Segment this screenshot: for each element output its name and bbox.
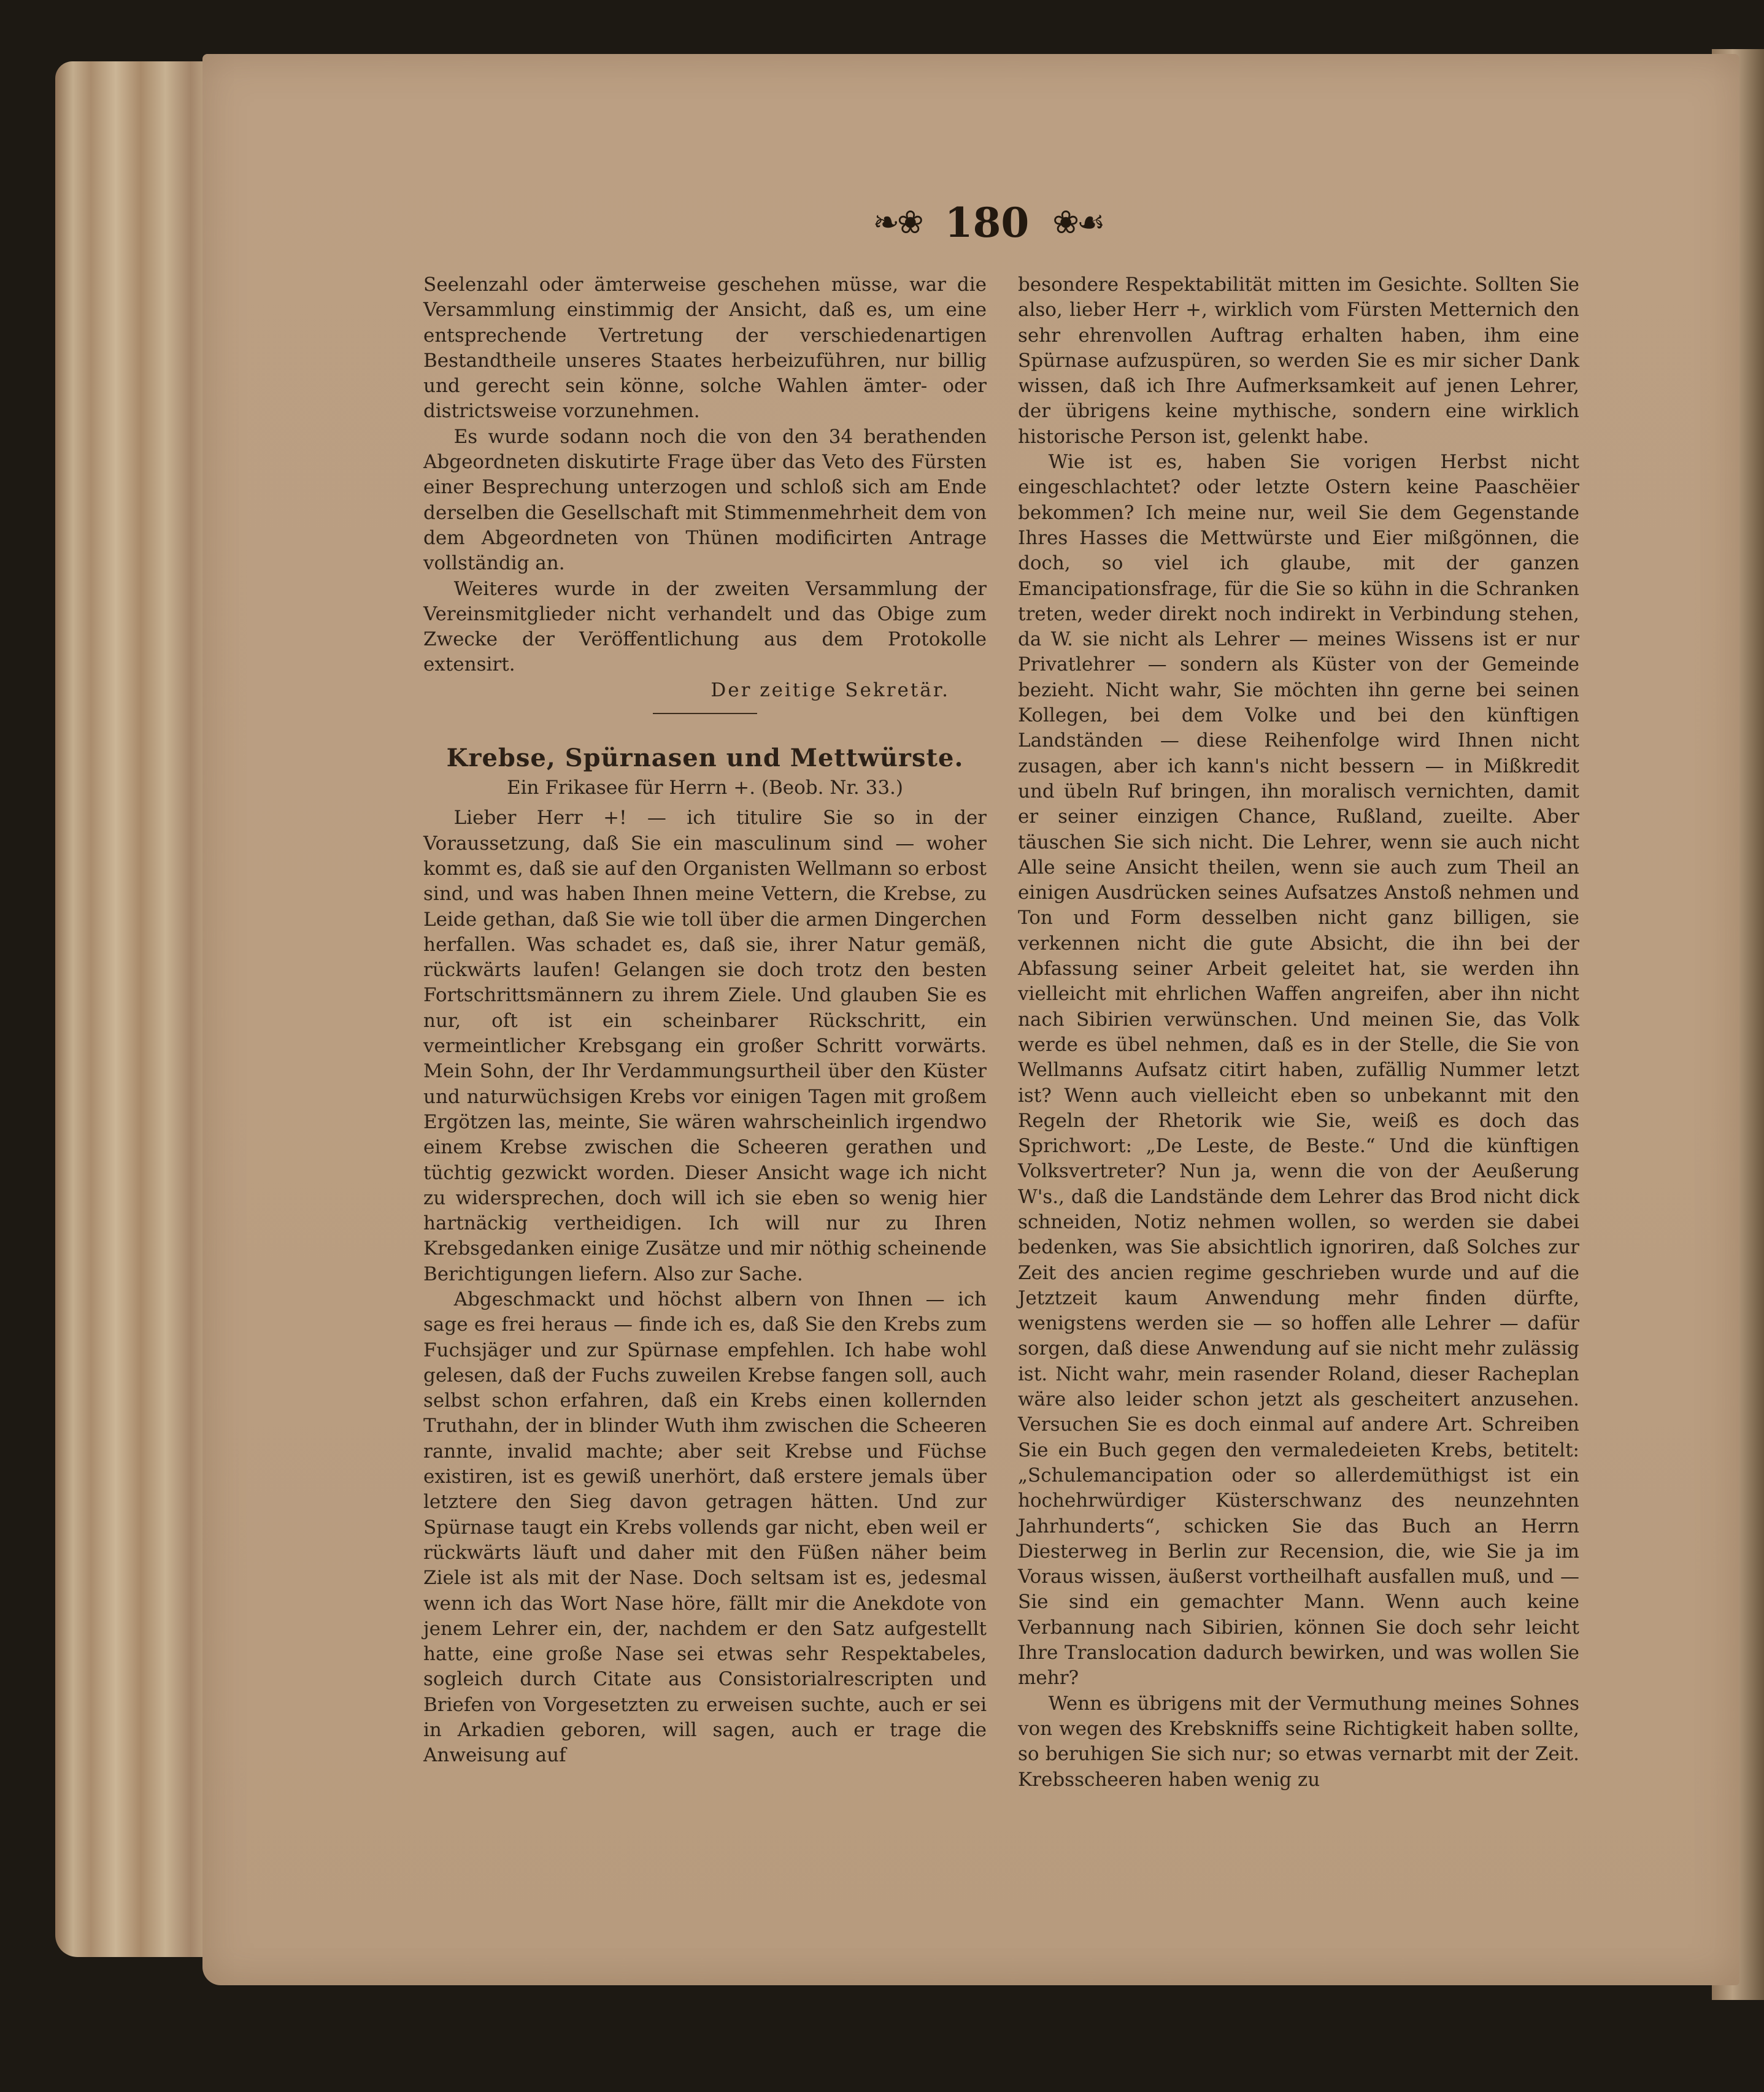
paragraph: Abgeschmackt und höchst albern von Ihnen — ich sage es frei heraus — finde ich es, daß Sie den Krebs zum Fuchsjäger und zur Spürnase empfehlen. Ich habe wohl gelesen, daß der Fuchs zuweilen Krebse fangen soll, auch selbst schon erfahren, daß ein Krebs einen kollernden Truthahn, der in blinder Wuth ihm zwischen die Scheeren rannte, invalid machte; aber seit Krebse und Füchse existiren, ist es gewiß unerhört, daß erstere jemals über letztere den Sieg davon getragen hätten. Und zur Spürnase taugt ein Krebs vollends gar nicht, eben weil er rückwärts läuft und daher mit den Füßen näher beim Ziele ist als mit der Nase. Doch seltsam ist es, jedesmal wenn ich das Wort Nase höre, fällt mir die Anekdote von jenem Lehrer ein, der, nachdem er den Satz aufgestellt hatte, eine große Nase sei etwas sehr Respektabeles, sogleich durch Citate aus Consistorialrescripten und Briefen von Vorgesetzten zu erweisen suchte, auch er sei in Arkadien geboren, will sagen, auch er trage die Anweisung auf: [423, 1288, 987, 1767]
paragraph: Wenn es übrigens mit der Vermuthung meines Sohnes von wegen des Krebskniffs seine Richtigkeit haben sollte, so beruhigen Sie sich nur; so etwas vernarbt mit der Zeit. Krebsscheeren haben wenig zu: [1018, 1692, 1579, 1791]
paragraph: Seelenzahl oder ämterweise geschehen müsse, war die Versammlung einstimmig der Ansicht, daß es, um eine entsprechende Vertretung der verschiedenartigen Bestandtheile unseres Staates herbeizuführen, nur billig und gerecht sein könne, solche Wahlen ämter- oder districtsweise vorzunehmen.: [423, 274, 987, 423]
page-header: [847, 195, 1129, 250]
paragraph: Es wurde sodann noch die von den 34 berathenden Abgeordneten diskutirte Frage über das Veto des Fürsten einer Besprechung unterzogen und schloß sich am Ende derselben die Gesellschaft mit Stimmenmehrheit dem von dem Abgeordneten von Thünen modificirten Antrage vollständig an.: [423, 425, 987, 575]
signature: Der zeitige Sekretär.: [711, 679, 950, 701]
paragraph: Weiteres wurde in der zweiten Versammlung der Vereinsmitglieder nicht verhandelt und das Obige zum Zwecke der Veröffentlichung aus dem Protokolle extensirt.: [423, 577, 987, 676]
right-column: [1018, 272, 1579, 1793]
paragraph: Lieber Herr +! — ich titulire Sie so in der Voraussetzung, daß Sie ein masculinum sind — woher kommt es, daß sie auf den Organisten Wellmann so erbost sind, und was haben Ihnen meine Vettern, die Krebse, zu Leide gethan, daß Sie wie toll über die armen Dingerchen herfallen. Was schadet es, daß sie, ihrer Natur gemäß, rückwärts laufen! Gelangen sie doch trotz den besten Fortschrittsmännern zu ihrem Ziele. Und glauben Sie es nur, oft ist ein scheinbarer Rückschritt, ein vermeintlicher Krebsgang ein großer Schritt vorwärts. Mein Sohn, der Ihr Verdammungsurtheil über den Küster und naturwüchsigen Krebs vor einigen Tagen mit großem Ergötzen las, meinte, Sie wären wahrscheinlich irgendwo einem Krebse zwischen die Scheeren gerathen und tüchtig gezwickt worden. Dieser Ansicht wage ich nicht zu widersprechen, doch will ich sie eben so wenig hier hartnäckig vertheidigen. Ich will nur zu Ihren Krebsgedanken einige Zusätze und mir nöthig scheinende Berichtigungen liefern. Also zur Sache.: [423, 807, 987, 1285]
left-column: [423, 272, 987, 1769]
ornament-right: ❀☙: [1052, 204, 1103, 241]
page-number: 180: [944, 199, 1030, 247]
paragraph: Wie ist es, haben Sie vorigen Herbst nicht eingeschlachtet? oder letzte Ostern keine Paaschëier bekommen? Ich meine nur, weil Sie dem Gegenstande Ihres Hasses die Mettwürste und Eier mißgönnen, die doch, so viel ich glaube, mit der ganzen Emancipationsfrage, für die Sie so kühn in die Schranken treten, weder direkt noch indirekt in Verbindung stehen, da W. sie nicht als Lehrer — meines Wissens ist er nur Privatlehrer — sondern als Küster von der Gemeinde bezieht. Nicht wahr, Sie möchten ihn gerne bei seinen Kollegen, bei dem Volke und bei den künftigen Landständen — diese Reihenfolge wird Ihnen nicht zusagen, aber ich kann's nicht bessern — in Mißkredit und übeln Ruf bringen, ihn moralisch vernichten, damit er seiner einzigen Chance, Rußland, zueilte. Aber täuschen Sie sich nicht. Die Lehrer, wenn sie auch nicht Alle seine Ansicht theilen, wenn sie auch zum Theil an einigen Ausdrücken seines Aufsatzes Anstoß nehmen und Ton und Form desselben nicht ganz billigen, sie verkennen nicht die gute Absicht, die ihn bei der Abfassung seiner Arbeit geleitet hat, sie werden ihn vielleicht mit ehrlichen Waffen angreifen, aber ihn nicht nach Sibirien verwünschen. Und meinen Sie, das Volk werde es übel nehmen, daß es in der Stelle, die Sie von Wellmanns Aufsatz citirt haben, zufällig Nummer letzt ist? Wenn auch vielleicht eben so unbekannt mit den Regeln der Rhetorik wie Sie, weiß es doch das Sprichwort: „De Leste, de Beste.“ Und die künftigen Volksvertreter? Nun ja, wenn die von der Aeußerung W's., daß die Landstände dem Lehrer das Brod nicht dick schneiden, Notiz nehmen wollen, so werden sie dabei bedenken, was Sie absichtlich ignoriren, daß Solches zur Zeit des ancien regime geschrieben wurde und auf die Jetztzeit kaum Anwendung mehr finden dürfte, wenigstens werden sie — so hoffen alle Lehrer — dafür sorgen, daß diese Anwendung auf sie nicht mehr zulässig ist. Nicht wahr, mein rasender Roland, dieser Racheplan wäre also leider schon jetzt als gescheitert anzusehen. Versuchen Sie es doch einmal auf andere Art. Schreiben Sie ein Buch gegen den vermaledeieten Krebs, betitelt: „Schulemancipation oder so allerdemüthigst ist ein hochehrwürdiger Küsterschwanz des neunzehnten Jahrhunderts“, schicken Sie das Buch an Herrn Diesterweg in Berlin zur Recension, die, wie Sie ja im Voraus wissen, äußerst vortheilhaft ausfallen muß, und — Sie sind ein gemachter Mann. Wenn auch keine Verbannung nach Sibirien, können Sie doch sehr leicht Ihre Translocation dadurch bewirken, und was wollen Sie mehr?: [1018, 451, 1579, 1690]
section-divider: [653, 713, 757, 714]
article-title: Krebse, Spürnasen und Mettwürste.: [446, 744, 964, 773]
paragraph: besondere Respektabilität mitten im Gesichte. Sollten Sie also, lieber Herr +, wirklich vom Fürsten Metternich den sehr ehrenvollen Auftrag erhalten haben, ihm eine Spürnase aufzuspüren, so werden Sie es mir sicher Dank wissen, daß ich Ihre Aufmerksamkeit auf jenen Lehrer, der übrigens keine mythische, sondern eine wirklich historische Person ist, gelenkt habe.: [1018, 274, 1579, 448]
ornament-left: ❧❀: [872, 204, 922, 241]
article-subtitle: Ein Frikasee für Herrn +. (Beob. Nr. 33.): [506, 777, 904, 799]
